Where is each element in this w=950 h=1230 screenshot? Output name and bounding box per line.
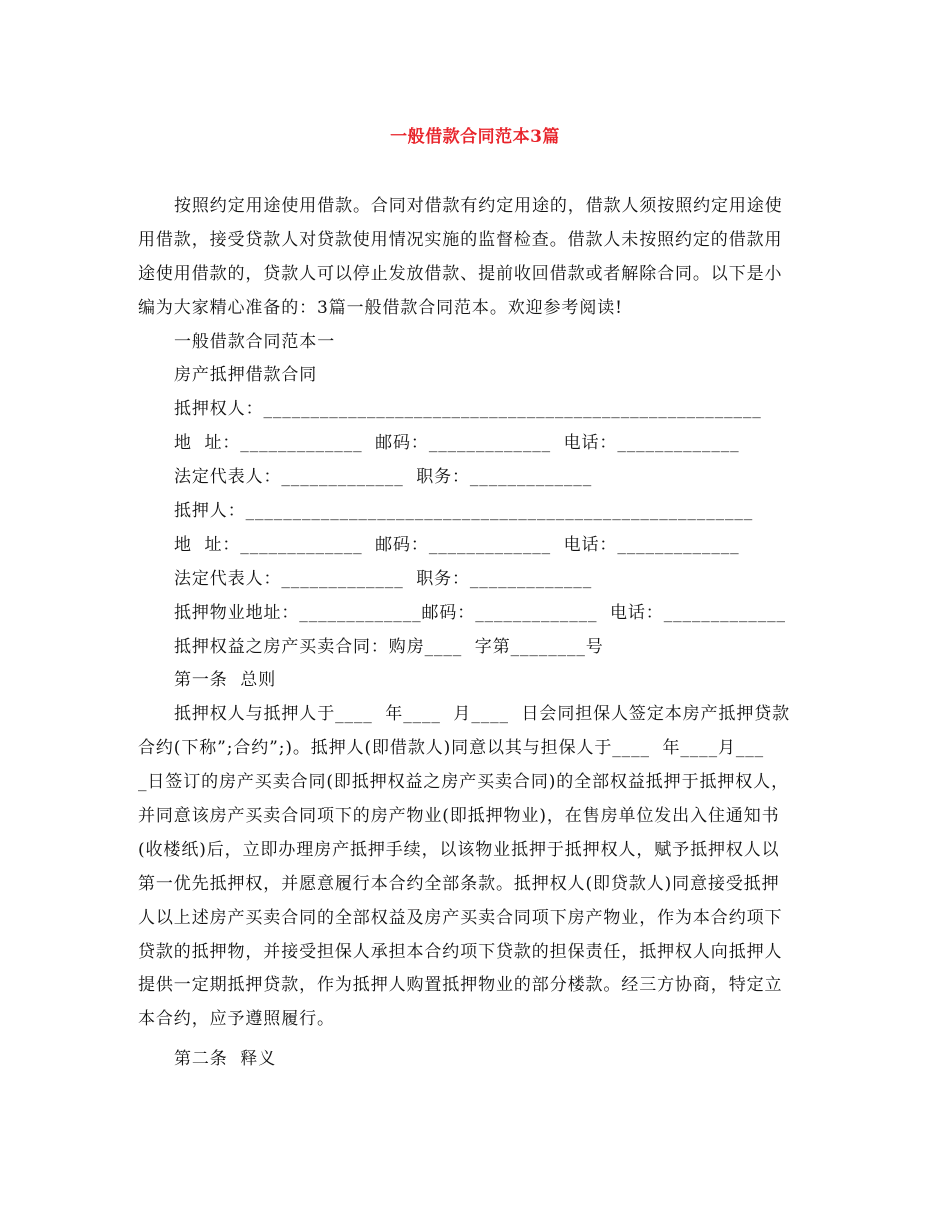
text-line: 本合约，应予遵照履行。 [138,1009,335,1030]
text-line: 第一条 总则 [174,670,277,691]
text-line: 房产抵押借款合同 [174,365,318,386]
text-line: 提供一定期抵押贷款，作为抵押人购置抵押物业的部分楼款。经三方协商，特定立 [138,975,783,996]
text-line: 第一优先抵押权，并愿意履行本合约全部条款。抵押权人(即贷款人)同意接受抵押 [138,873,780,894]
text-line: 地 址：_____________ 邮码：_____________ 电话：_____________ [174,433,740,454]
text-line: (收楼纸)后，立即办理房产抵押手续，以该物业抵押于抵押权人，赋予抵押权人以 [138,839,780,860]
text-line: 用借款，接受贷款人对贷款使用情况实施的监督检查。借款人未按照约定的借款用 [138,229,783,250]
text-line: 抵押权益之房产买卖合同：购房____ 字第________号 [174,636,604,657]
text-line: 地 址：_____________ 邮码：_____________ 电话：_____________ [174,534,740,555]
text-line: 抵押物业地址：_____________邮码：_____________ 电话：_____________ [174,602,786,623]
text-line: 并同意该房产买卖合同项下的房产物业(即抵押物业)，在售房单位发出入住通知书 [138,806,780,827]
text-line: 抵押权人与抵押人于____ 年____ 月____ 日会同担保人签定本房产抵押贷款 [174,704,791,725]
text-line: _日签订的房产买卖合同(即抵押权益之房产买卖合同)的全部权益抵押于抵押权人， [138,772,789,793]
document-body [138,190,818,1077]
text-line: 抵押人：______________________________________________________ [174,501,754,522]
text-line: 抵押权人：_____________________________________________________ [174,399,762,420]
text-line: 贷款的抵押物，并接受担保人承担本合约项下贷款的担保责任，抵押权人向抵押人 [138,941,783,962]
text-line: 合约(下称”;合约”;)。抵押人(即借款人)同意以其与担保人于____ 年____月___ [138,738,765,759]
document-title: 一般借款合同范本3篇 [390,127,560,147]
text-line: 法定代表人：_____________ 职务：_____________ [174,467,593,488]
text-line: 编为大家精心准备的：3篇一般借款合同范本。欢迎参考阅读! [138,297,623,318]
text-line: 第二条 释义 [174,1049,277,1070]
text-line: 人以上述房产买卖合同的全部权益及房产买卖合同项下房产物业，作为本合约项下 [138,907,783,928]
text-line: 法定代表人：_____________ 职务：_____________ [174,568,593,589]
text-line: 一般借款合同范本一 [174,331,336,352]
text-line: 按照约定用途使用借款。合同对借款有约定用途的，借款人须按照约定用途使 [174,196,783,216]
text-line: 途使用借款的，贷款人可以停止发放借款、提前收回借款或者解除合同。以下是小 [138,263,783,284]
